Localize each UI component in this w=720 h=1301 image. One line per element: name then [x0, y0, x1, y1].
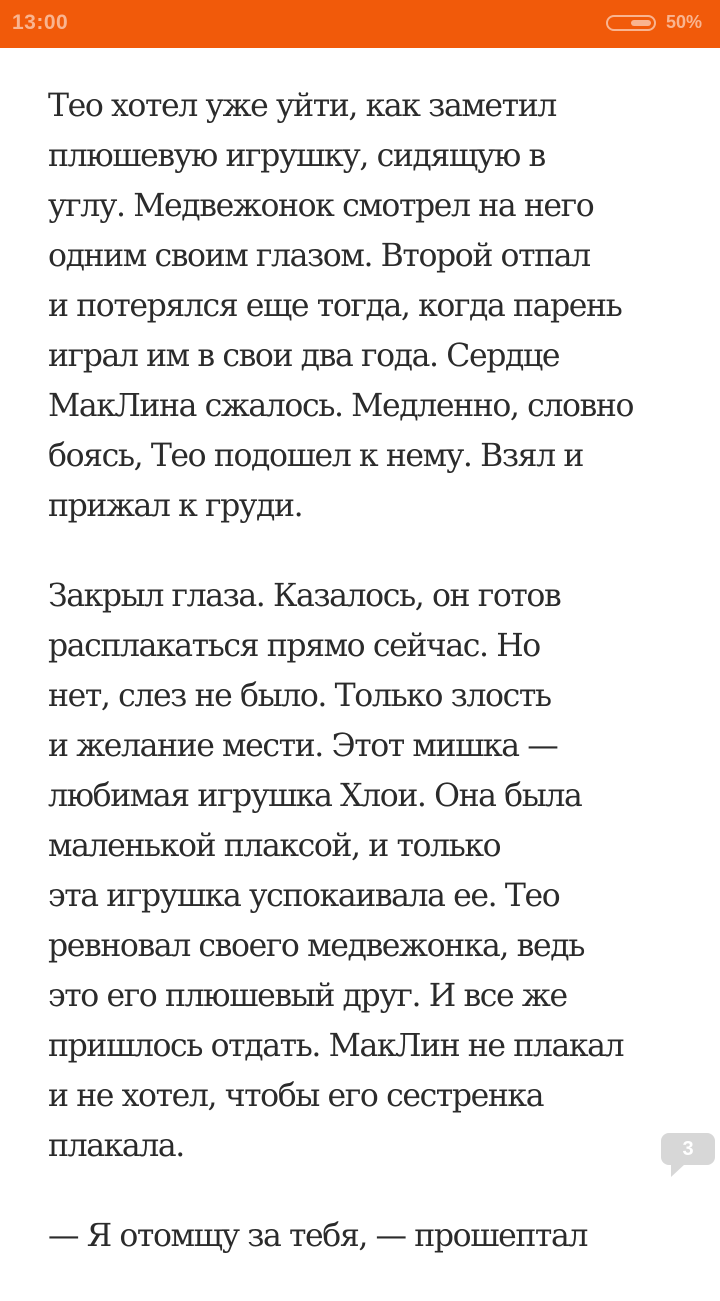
text-line: нет, слез не было. Только злость — [48, 678, 551, 714]
text-line: играл им в свои два года. Сердце — [48, 338, 560, 374]
text-line: прижал к груди. — [48, 488, 303, 524]
text-line: и не хотел, чтобы его сестренка — [48, 1078, 544, 1114]
text-line: МакЛина сжалось. Медленно, словно — [48, 388, 634, 424]
text-line: Закрыл глаза. Казалось, он готов — [48, 578, 561, 614]
text-line: расплакаться прямо сейчас. Но — [48, 628, 540, 664]
text-line: ревновал своего медвежонка, ведь — [48, 928, 584, 964]
book-text — [48, 81, 688, 1301]
text-line: Тео хотел уже уйти, как заметил — [48, 88, 556, 124]
text-line: углу. Медвежонок смотрел на него — [48, 188, 594, 224]
text-line: любимая игрушка Хлои. Она была — [48, 778, 582, 814]
text-line: боясь, Тео подошел к нему. Взял и — [48, 438, 583, 474]
text-line: и желание мести. Этот мишка — — [48, 728, 558, 764]
text-line: и потерялся еще тогда, когда парень — [48, 288, 622, 324]
battery-icon — [606, 15, 656, 31]
text-line: плакала. — [48, 1128, 184, 1164]
battery-percent: 50% — [666, 12, 703, 32]
paragraph-3 — [48, 1211, 688, 1261]
text-line: эта игрушка успокаивала ее. Тео — [48, 878, 560, 914]
paragraph-1 — [48, 81, 688, 531]
battery-level-fill — [631, 20, 651, 26]
paragraph-2 — [48, 571, 688, 1171]
status-bar — [0, 0, 720, 48]
text-line: плюшевую игрушку, сидящую в — [48, 138, 545, 174]
text-line: одним своим глазом. Второй отпал — [48, 238, 590, 274]
comment-count: 3 — [682, 1138, 694, 1160]
text-line: маленькой плаксой, и только — [48, 828, 501, 864]
text-line: пришлось отдать. МакЛин не плакал — [48, 1028, 624, 1064]
comment-count-badge[interactable] — [661, 1133, 715, 1165]
text-line: это его плюшевый друг. И все же — [48, 978, 567, 1014]
status-time: 13:00 — [12, 11, 69, 34]
text-line: — Я отомщу за тебя, — прошептал — [48, 1218, 587, 1254]
